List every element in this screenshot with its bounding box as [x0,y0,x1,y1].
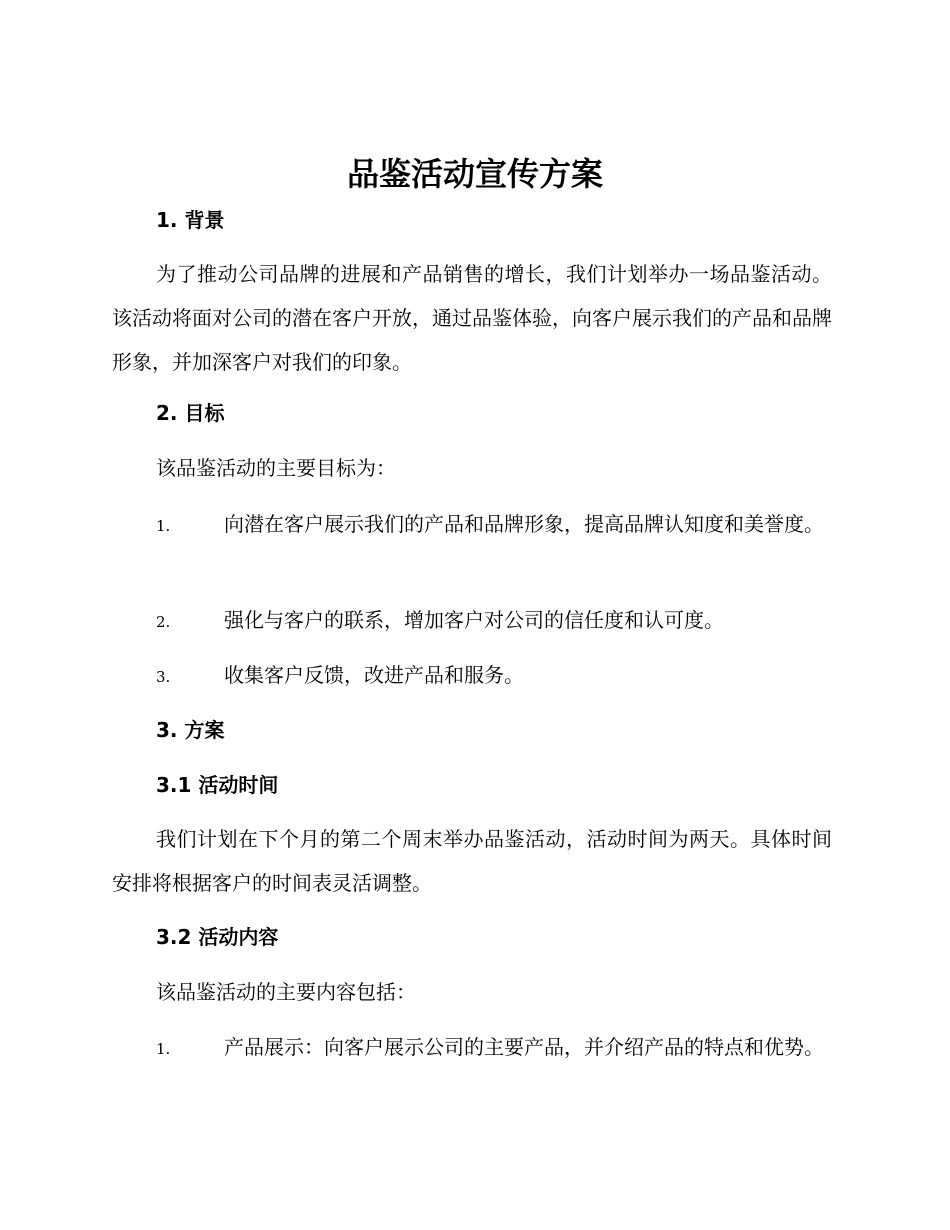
heading-background: 1. 背景 [156,208,225,232]
list-item-number: 1. [156,1040,171,1058]
list-item-text: 向潜在客户展示我们的产品和品牌形象，提高品牌认知度和美誉度。 [224,512,824,536]
list-item [112,653,832,699]
list-item-text: 强化与客户的联系，增加客户对公司的信任度和认可度。 [224,608,724,632]
heading-plan-time: 3.1 活动时间 [156,773,279,797]
list-item-text: 收集客户反馈，改进产品和服务。 [224,663,524,687]
list-item-number: 1. [156,517,171,535]
paragraph-goals-intro: 该品鉴活动的主要目标为： [156,456,396,480]
heading-plan-content: 3.2 活动内容 [156,925,279,949]
list-item-text: 产品展示：向客户展示公司的主要产品，并介绍产品的特点和优势。 [224,1035,824,1059]
list-item [112,502,832,548]
list-item-number: 2. [156,613,171,631]
list-item-number: 3. [156,668,171,686]
paragraph-background: 为了推动公司品牌的进展和产品销售的增长，我们计划举办一场品鉴活动。该活动将面对公司的潜在客户开放，通过品鉴体验，向客户展示我们的产品和品牌形象，并加深客户对我们的印象。 [112,262,832,374]
list-item [112,1025,832,1071]
paragraph-plan-time: 我们计划在下个月的第二个周末举办品鉴活动，活动时间为两天。具体时间安排将根据客户的时间表灵活调整。 [112,827,832,895]
document-title: 品鉴活动宣传方案 [346,155,603,193]
heading-plan: 3. 方案 [156,718,225,742]
list-item [112,598,832,644]
paragraph-plan-content-intro: 该品鉴活动的主要内容包括： [156,980,416,1004]
heading-goals: 2. 目标 [156,401,225,425]
